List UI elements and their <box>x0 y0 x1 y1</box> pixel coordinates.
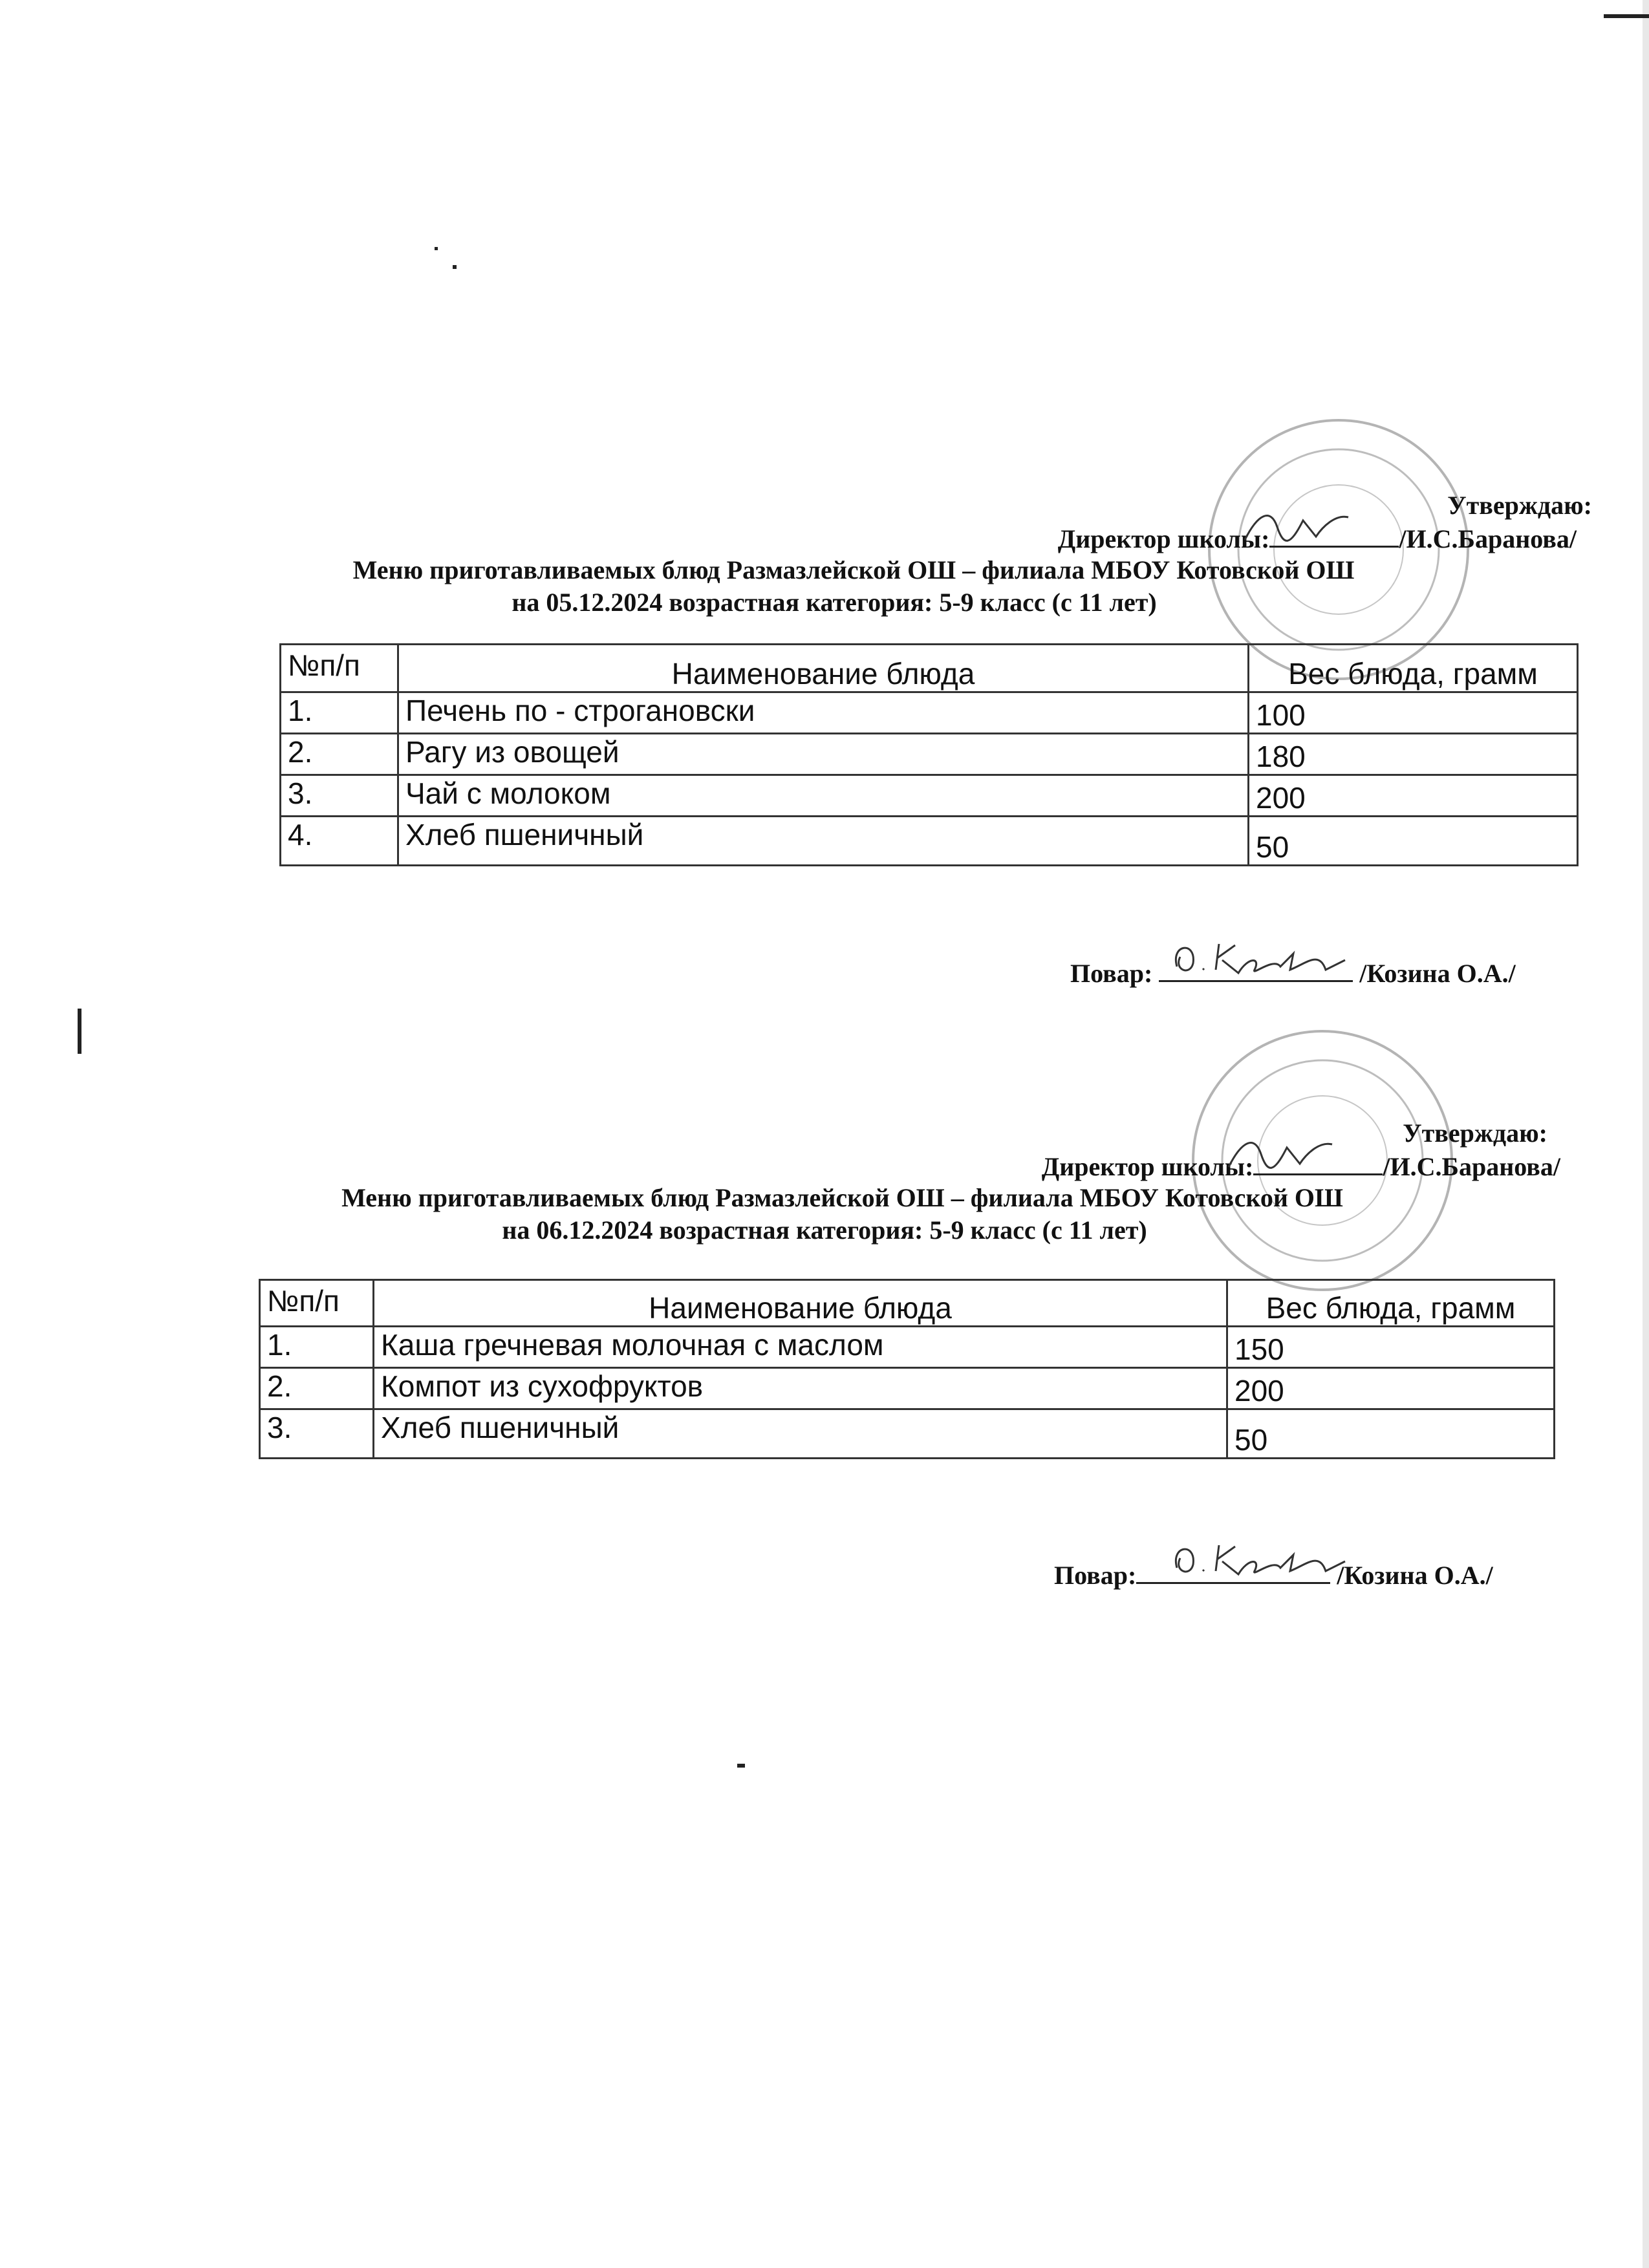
scan-edge-mark <box>1643 0 1649 2268</box>
scan-edge-mark <box>78 1009 81 1054</box>
table-header-row <box>260 1280 1555 1327</box>
cook-name: /Козина О.А./ <box>1359 959 1516 988</box>
col-header-num: №п/п <box>281 645 398 692</box>
table-row <box>281 734 1578 775</box>
table-row <box>281 817 1578 866</box>
director-name: /И.С.Баранова/ <box>1399 524 1577 553</box>
table-row <box>260 1327 1555 1368</box>
row-num: 1. <box>260 1327 374 1368</box>
row-num: 2. <box>281 734 398 775</box>
director-label: Директор школы: <box>1057 524 1270 553</box>
row-weight: 180 <box>1249 734 1578 775</box>
row-weight: 200 <box>1227 1368 1555 1409</box>
row-num: 3. <box>281 775 398 817</box>
row-dish: Хлеб пшеничный <box>398 817 1249 866</box>
row-weight: 150 <box>1227 1327 1555 1368</box>
col-header-num: №п/п <box>260 1280 374 1327</box>
scan-speck <box>737 1764 745 1768</box>
row-dish: Хлеб пшеничный <box>374 1409 1227 1459</box>
cook-signature <box>1164 1532 1371 1584</box>
director-signature <box>1216 1128 1345 1180</box>
menu-subtitle: на 06.12.2024 возрастная категория: 5-9 класс (с 11 лет) <box>502 1215 1147 1245</box>
scan-speck <box>435 247 438 250</box>
menu-title: Меню приготавливаемых блюд Размазлейской ОШ – филиала МБОУ Котовской ОШ <box>352 555 1355 584</box>
menu-title: Меню приготавливаемых блюд Размазлейской ОШ – филиала МБОУ Котовской ОШ <box>341 1183 1343 1212</box>
approve-label: Утверждаю: <box>1403 1118 1547 1148</box>
cook-signature <box>1164 931 1371 983</box>
row-weight: 50 <box>1227 1409 1555 1459</box>
row-num: 3. <box>260 1409 374 1459</box>
cook-label: Повар: <box>1070 959 1153 988</box>
scan-edge-mark <box>1604 14 1649 18</box>
col-header-name: Наименование блюда <box>374 1280 1227 1327</box>
row-weight: 100 <box>1249 692 1578 734</box>
col-header-weight: Вес блюда, грамм <box>1227 1280 1555 1327</box>
director-label: Директор школы: <box>1041 1152 1254 1181</box>
director-name: /И.С.Баранова/ <box>1383 1152 1560 1181</box>
col-header-weight: Вес блюда, грамм <box>1249 645 1578 692</box>
menu-subtitle: на 05.12.2024 возрастная категория: 5-9 класс (с 11 лет) <box>512 588 1157 617</box>
row-weight: 50 <box>1249 817 1578 866</box>
row-num: 4. <box>281 817 398 866</box>
cook-name: /Козина О.А./ <box>1337 1561 1493 1590</box>
director-signature <box>1232 501 1361 553</box>
table-row <box>260 1409 1555 1459</box>
row-weight: 200 <box>1249 775 1578 817</box>
scan-speck <box>453 265 457 269</box>
row-num: 1. <box>281 692 398 734</box>
row-dish: Каша гречневая молочная с маслом <box>374 1327 1227 1368</box>
row-num: 2. <box>260 1368 374 1409</box>
table-header-row <box>281 645 1578 692</box>
table-row <box>260 1368 1555 1409</box>
cook-label: Повар: <box>1054 1561 1137 1590</box>
col-header-name: Наименование блюда <box>398 645 1249 692</box>
row-dish: Компот из сухофруктов <box>374 1368 1227 1409</box>
menu-table <box>279 643 1579 866</box>
row-dish: Рагу из овощей <box>398 734 1249 775</box>
table-row <box>281 692 1578 734</box>
table-row <box>281 775 1578 817</box>
row-dish: Чай с молоком <box>398 775 1249 817</box>
row-dish: Печень по - строгановски <box>398 692 1249 734</box>
menu-table <box>259 1279 1555 1459</box>
approve-label: Утверждаю: <box>1447 491 1592 520</box>
